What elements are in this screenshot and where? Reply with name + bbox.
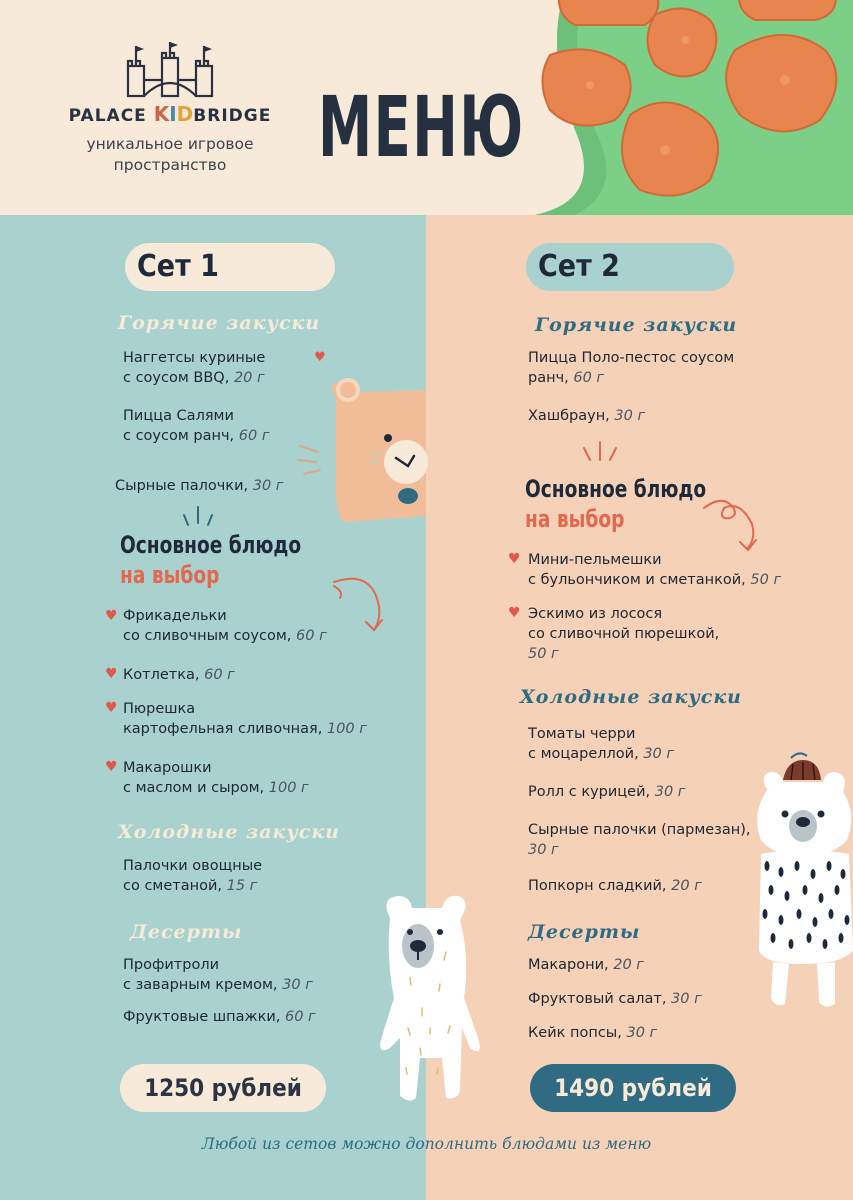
item-line2: со сметаной, <box>123 878 223 894</box>
heart-icon: ♥ <box>314 350 326 365</box>
heart-icon: ♥ <box>105 759 118 775</box>
item-line2: с заварным кремом, <box>123 977 278 993</box>
heart-icon: ♥ <box>105 700 118 716</box>
item-line2: с соусом BBQ, <box>123 370 230 386</box>
item-weight: 30 г <box>654 784 686 800</box>
set1-hot-item <box>123 406 269 446</box>
item-line1: Пюрешка <box>123 701 196 717</box>
item-line1: Попкорн сладкий, <box>528 878 667 894</box>
tagline <box>50 134 290 176</box>
footer-note: Любой из сетов можно дополнить блюдами из меню <box>201 1135 652 1153</box>
item-line1: Макарони, <box>528 957 609 973</box>
brand-right: BRIDGE <box>193 106 272 126</box>
item-weight: 60 г <box>296 628 327 644</box>
sparkle-icon <box>580 440 620 466</box>
polar-bear-illustration <box>360 888 488 1108</box>
item-line1: Фрикадельки <box>123 608 227 624</box>
set1-main-item <box>123 606 327 646</box>
set2-cold-item <box>528 782 685 802</box>
item-weight: 20 г <box>233 370 265 386</box>
item-line1: Мини-пельмешки <box>528 552 662 568</box>
main-title: Основное блюдо <box>120 531 302 559</box>
set2-dessert-item <box>528 989 702 1009</box>
peeking-bear-illustration <box>296 376 428 524</box>
item-line2: с моцареллой, <box>528 746 639 762</box>
heart-icon: ♥ <box>508 605 521 621</box>
set2-hot-item <box>528 406 645 426</box>
set1-price: 1250 рублей <box>120 1064 326 1112</box>
set1-main-title <box>120 530 301 590</box>
heart-icon: ♥ <box>508 551 521 567</box>
item-line1: Пицца Поло-пестос соусом <box>528 350 735 366</box>
set2-label: Сет 2 <box>526 243 734 291</box>
item-weight: 60 г <box>573 370 605 386</box>
set2-dessert-title: Десерты <box>528 921 641 943</box>
set1-main-item <box>123 758 309 798</box>
item-line2: с маслом и сыром, <box>123 780 265 796</box>
set2-price: 1490 рублей <box>530 1064 736 1112</box>
item-weight: 50 г <box>528 646 559 662</box>
set2-cold-item <box>528 876 702 896</box>
brand-kid-k: K <box>153 102 170 126</box>
castle-icon <box>122 40 218 98</box>
set2-hot-item <box>528 348 734 388</box>
menu-header <box>0 0 853 215</box>
item-weight: 20 г <box>671 878 702 894</box>
set1-main-item <box>123 665 235 685</box>
main-subtitle: на выбор <box>525 505 625 533</box>
item-line1: Макарошки <box>123 760 212 776</box>
page-title: МЕНЮ <box>318 78 525 176</box>
set1-dessert-item <box>123 1007 316 1027</box>
item-line1: Наггетсы куриные <box>123 350 266 366</box>
item-line2: с бульончиком и сметанкой, <box>528 572 746 588</box>
set2-main-item <box>528 604 719 664</box>
item-weight: 60 г <box>284 1009 316 1025</box>
tagline-line1: уникальное игровое <box>86 135 254 153</box>
nuggets-photo <box>535 0 853 215</box>
arrow-icon <box>330 572 400 636</box>
set1-label: Сет 1 <box>125 243 335 291</box>
item-line1: Ролл с курицей, <box>528 784 651 800</box>
set2-main-title <box>525 474 706 534</box>
item-line1: Хашбраун, <box>528 408 610 424</box>
main-title: Основное блюдо <box>525 475 707 503</box>
item-weight: 20 г <box>613 957 644 973</box>
item-line1: Сырные палочки, <box>115 478 249 494</box>
item-weight: 100 г <box>326 721 367 737</box>
set1-hot-title: Горячие закуски <box>118 312 321 334</box>
brand-name <box>50 102 290 126</box>
item-weight: 30 г <box>282 977 313 993</box>
item-weight: 30 г <box>626 1025 658 1041</box>
item-line2: со сливочным соусом, <box>123 628 292 644</box>
item-line1: Сырные палочки (пармезан), <box>528 822 751 838</box>
item-line1: Котлетка, <box>123 667 200 683</box>
item-line2: картофельная сливочная, <box>123 721 323 737</box>
hat-bear-illustration <box>753 750 853 1012</box>
brand-kid-i: I <box>169 102 177 126</box>
item-weight: 30 г <box>671 991 702 1007</box>
set2-dessert-item <box>528 1023 657 1043</box>
item-weight: 30 г <box>643 746 675 762</box>
tagline-line2: пространство <box>113 156 227 174</box>
brand-kid <box>154 102 194 126</box>
heart-icon: ♥ <box>105 608 118 624</box>
set1-main-item <box>123 699 367 739</box>
set1-hot-item <box>115 476 283 496</box>
arrow-icon <box>700 494 772 558</box>
item-line1: Палочки овощные <box>123 858 263 874</box>
item-weight: 100 г <box>268 780 309 796</box>
set2-dessert-item <box>528 955 644 975</box>
set1-cold-title: Холодные закуски <box>118 821 340 843</box>
set1-cold-item <box>123 856 262 896</box>
set2-hot-title: Горячие закуски <box>535 314 738 336</box>
item-line1: Профитроли <box>123 957 220 973</box>
item-line1: Томаты черри <box>528 726 636 742</box>
item-line1: Эскимо из лосося <box>528 606 663 622</box>
set2-cold-title: Холодные закуски <box>520 686 742 708</box>
sparkle-icon <box>178 505 218 529</box>
item-line1: Кейк попсы, <box>528 1025 622 1041</box>
item-line1: Пицца Салями <box>123 408 234 424</box>
brand-kid-d: D <box>176 102 194 126</box>
brand-left: PALACE <box>68 106 147 126</box>
item-line1: Фруктовые шпажки, <box>123 1009 281 1025</box>
item-line1: Фруктовый салат, <box>528 991 667 1007</box>
set1-dessert-item <box>123 955 313 995</box>
heart-icon: ♥ <box>105 666 118 682</box>
item-weight: 15 г <box>226 878 258 894</box>
set2-main-item <box>528 550 781 590</box>
item-weight: 60 г <box>238 428 270 444</box>
main-subtitle: на выбор <box>120 561 220 589</box>
logo <box>50 40 290 176</box>
set1-hot-item <box>123 348 265 388</box>
set2-cold-item <box>528 724 674 764</box>
item-weight: 50 г <box>750 572 782 588</box>
item-weight: 60 г <box>204 667 235 683</box>
item-line2: ранч, <box>528 370 569 386</box>
set1-dessert-title: Десерты <box>130 921 243 943</box>
item-line2: с соусом ранч, <box>123 428 235 444</box>
set2-cold-item <box>528 820 751 860</box>
item-weight: 30 г <box>528 842 559 858</box>
item-line2: со сливочной пюрешкой, <box>528 626 720 642</box>
item-weight: 30 г <box>252 478 284 494</box>
item-weight: 30 г <box>614 408 646 424</box>
